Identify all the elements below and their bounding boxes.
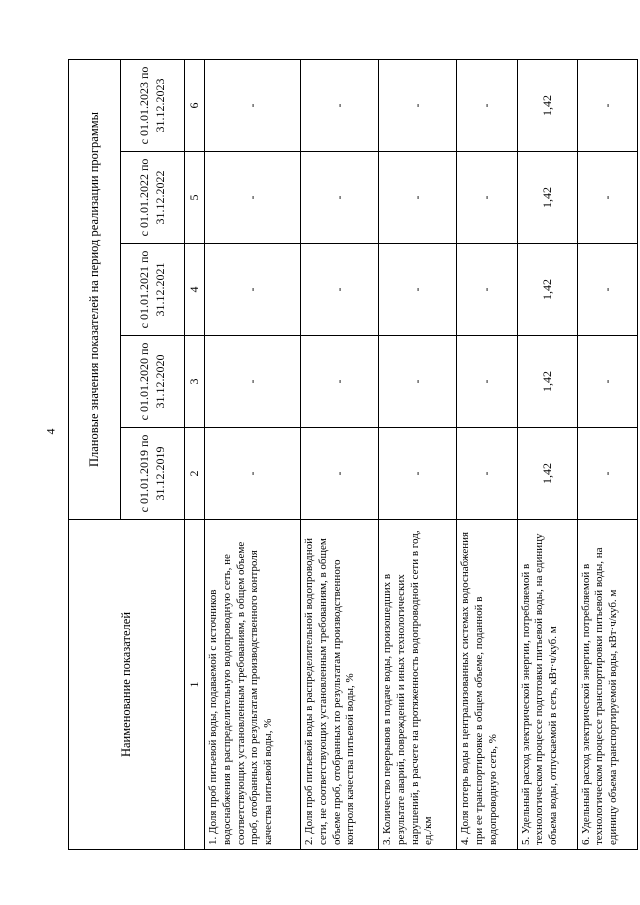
indicator-name: 1. Доля проб питьевой воды, подаваемой с источников водоснабжения в распределительную водопроводную сеть, не соответствующих установленным требованиям, в общем объеме проб, отобранных по результатам производственного контроля качества питьевой воды, % <box>205 520 301 850</box>
indicator-value: - <box>457 59 517 151</box>
header-name-column: Наименование показателей <box>69 520 185 850</box>
indicator-name: 3. Количество перерывов в подаче воды, произошедших в результате аварий, повреждений и иных технологических нарушений, в расчете на протяженность водопроводной сети в год, ед./км <box>379 520 457 850</box>
column-number-row <box>185 59 205 849</box>
table-row <box>301 59 379 849</box>
table-row <box>379 59 457 849</box>
indicator-value: 1,42 <box>517 336 577 428</box>
table-row <box>205 59 301 849</box>
indicator-value: 1,42 <box>517 59 577 151</box>
table-row <box>577 59 637 849</box>
indicator-value: - <box>379 152 457 244</box>
indicator-value: - <box>457 336 517 428</box>
indicator-value: 1,42 <box>517 428 577 520</box>
table-row <box>457 59 517 849</box>
period-header-2021: с 01.01.2021 по 31.12.2021 <box>121 244 185 336</box>
indicator-value: - <box>301 336 379 428</box>
table-row <box>517 59 577 849</box>
column-number: 4 <box>185 244 205 336</box>
period-header-2022: с 01.01.2022 по 31.12.2022 <box>121 152 185 244</box>
indicator-value: - <box>301 59 379 151</box>
indicator-value: - <box>379 244 457 336</box>
indicator-value: - <box>577 336 637 428</box>
indicator-value: - <box>457 428 517 520</box>
indicator-value: 1,42 <box>517 152 577 244</box>
indicator-value: - <box>457 152 517 244</box>
indicator-name: 4. Доля потерь воды в централизованных системах водоснабжения при ее транспортировке в общем объеме, поданной в водопроводную сеть, % <box>457 520 517 850</box>
indicator-value: - <box>379 59 457 151</box>
indicator-value: - <box>379 336 457 428</box>
period-header-2020: с 01.01.2020 по 31.12.2020 <box>121 336 185 428</box>
indicator-value: - <box>379 428 457 520</box>
indicator-value: - <box>301 152 379 244</box>
column-number: 2 <box>185 428 205 520</box>
rotated-table-container <box>68 60 638 850</box>
indicator-value: - <box>301 428 379 520</box>
indicator-value: - <box>577 244 637 336</box>
column-number: 5 <box>185 152 205 244</box>
indicator-name: 2. Доля проб питьевой воды в распределительной водопроводной сети, не соответствующих установленным требованиям, в общем объеме проб, отобранных по результатам производственного контроля качества питьевой воды, % <box>301 520 379 850</box>
header-row-title <box>69 59 121 849</box>
indicator-value: - <box>577 152 637 244</box>
indicator-name: 6. Удельный расход электрической энергии, потребляемой в технологическом процессе транспортировки питьевой воды, на единицу объема транспортируемой воды, кВт·ч/куб. м <box>577 520 637 850</box>
indicator-name: 5. Удельный расход электрической энергии, потребляемой в технологическом процессе подготовки питьевой воды, на единицу объема воды, отпускаемой в сеть, кВт·ч/куб. м <box>517 520 577 850</box>
column-number: 6 <box>185 59 205 151</box>
column-number: 1 <box>185 520 205 850</box>
indicator-value: - <box>457 244 517 336</box>
indicator-value: - <box>577 428 637 520</box>
indicator-value: - <box>205 428 301 520</box>
indicator-value: - <box>205 152 301 244</box>
indicator-value: - <box>205 336 301 428</box>
indicator-value: - <box>577 59 637 151</box>
header-plan-title: Плановые значения показателей на период реализации программы <box>69 59 121 519</box>
indicator-value: 1,42 <box>517 244 577 336</box>
indicator-value: - <box>205 244 301 336</box>
indicator-value: - <box>205 59 301 151</box>
period-header-2023: с 01.01.2023 по 31.12.2023 <box>121 59 185 151</box>
page-number: 4 <box>43 428 58 435</box>
column-number: 3 <box>185 336 205 428</box>
indicator-value: - <box>301 244 379 336</box>
indicators-table <box>68 59 638 850</box>
period-header-2019: с 01.01.2019 по 31.12.2019 <box>121 428 185 520</box>
